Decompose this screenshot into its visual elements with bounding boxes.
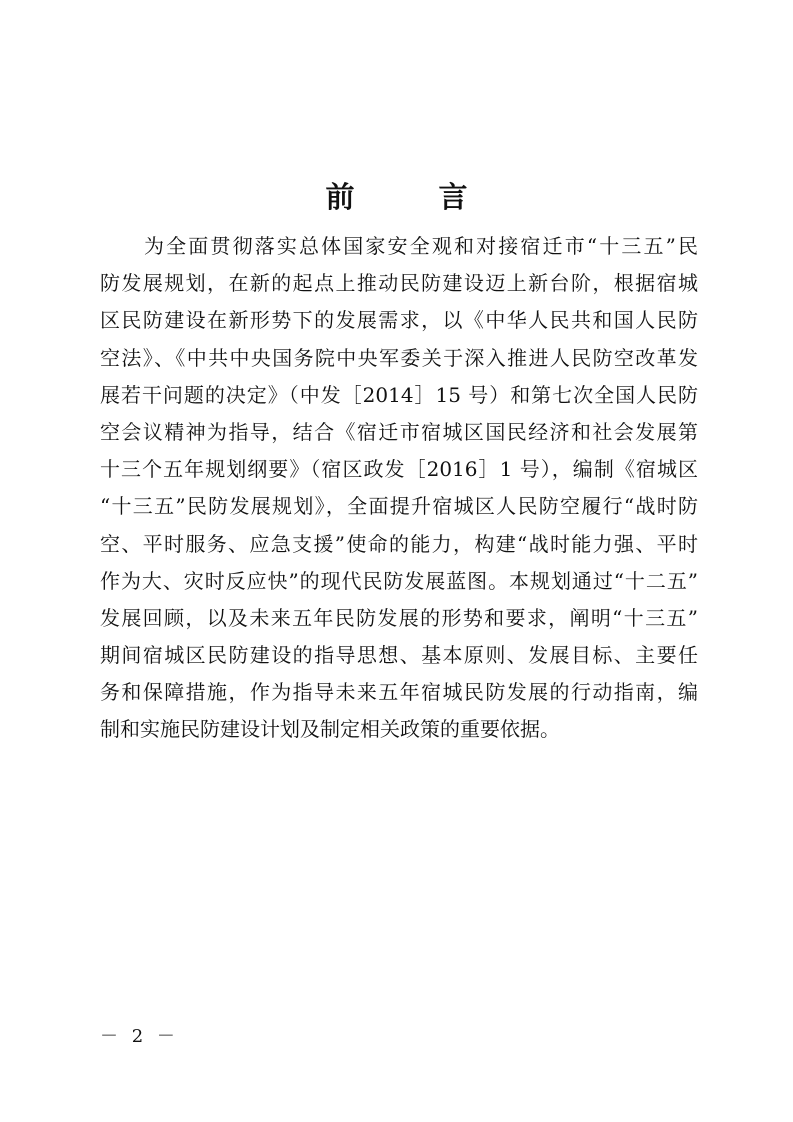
paragraph-line: 展若干问题的决定》（中发［2014］15 号）和第七次全国人民防: [100, 382, 698, 407]
paragraph-line: 十三个五年规划纲要》（宿区政发［2016］1 号），编制《宿城区: [100, 457, 698, 482]
title-char-2: 言: [438, 179, 468, 214]
preface-paragraph: [100, 228, 698, 749]
page-number: － 2 －: [100, 1026, 179, 1047]
title-char-1: 前: [325, 179, 355, 214]
paragraph-line: 区民防建设在新形势下的发展需求，以《中华人民共和国人民防: [100, 308, 698, 333]
paragraph-line: “十三五”民防发展规划》，全面提升宿城区人民防空履行“战时防: [100, 494, 698, 519]
page-title: [0, 170, 793, 220]
paragraph-line: 务和保障措施，作为指导未来五年宿城民防发展的行动指南，编: [100, 680, 698, 705]
paragraph-line: 制和实施民防建设计划及制定相关政策的重要依据。: [100, 717, 560, 742]
paragraph-line: 防发展规划，在新的起点上推动民防建设迈上新台阶，根据宿城: [100, 271, 698, 296]
paragraph-line: 空、平时服务、应急支援”使命的能力，构建“战时能力强、平时: [100, 531, 698, 556]
paragraph-line: 期间宿城区民防建设的指导思想、基本原则、发展目标、主要任: [100, 643, 698, 668]
paragraph-line: 为全面贯彻落实总体国家安全观和对接宿迁市“十三五”民: [144, 234, 698, 258]
paragraph-line: 空会议精神为指导，结合《宿迁市宿城区国民经济和社会发展第: [100, 419, 698, 444]
paragraph-line: 空法》、《中共中央国务院中央军委关于深入推进人民防空改革发: [100, 345, 698, 370]
paragraph-line: 发展回顾，以及未来五年民防发展的形势和要求，阐明“十三五”: [100, 605, 698, 630]
paragraph-line: 作为大、灾时反应快”的现代民防发展蓝图。本规划通过“十二五”: [100, 568, 698, 593]
